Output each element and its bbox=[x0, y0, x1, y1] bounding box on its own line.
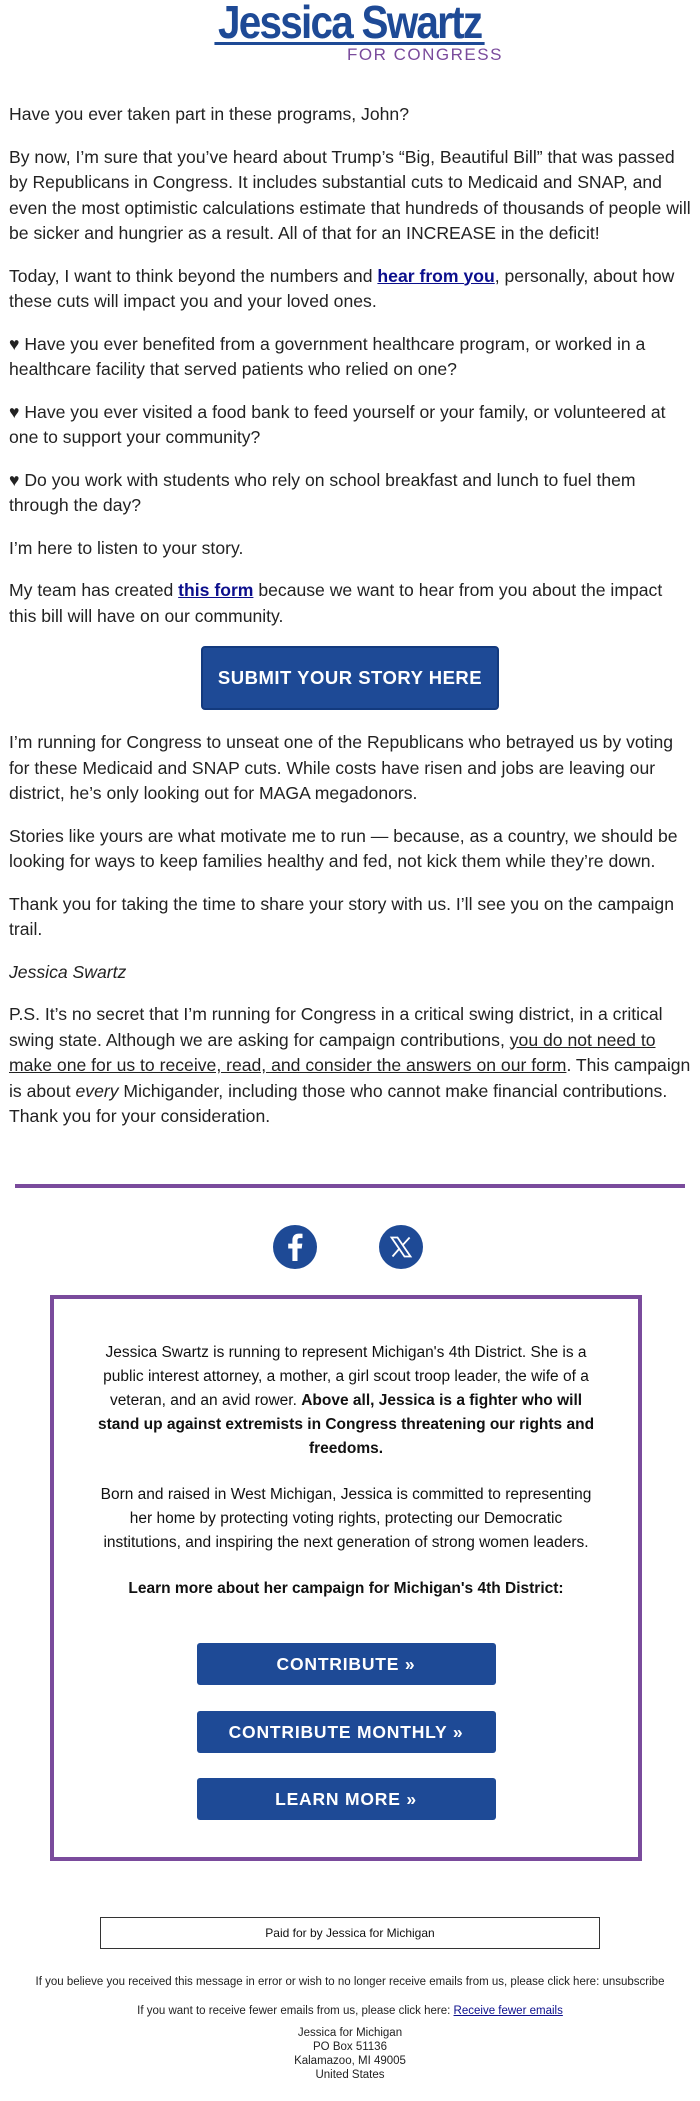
today-text: Today, I want to think beyond the numbers and bbox=[9, 265, 378, 286]
bill-paragraph: By now, I’m sure that you’ve heard about Trump’s “Big, Beautiful Bill” that was passed by Republicans in Congress. It includes substantial cuts to Medicaid and SNAP, and even the most optimistic calculations estimate that hundreds of thousands of people will be sicker and hungrier as a result. All of that for an INCREASE in the deficit! bbox=[9, 146, 691, 243]
divider-line bbox=[15, 1184, 685, 1188]
today-paragraph bbox=[9, 264, 691, 315]
ps-emphasis: every bbox=[75, 1080, 119, 1101]
email-body bbox=[0, 66, 700, 1130]
paid-for-disclaimer: Paid for by Jessica for Michigan bbox=[100, 1917, 600, 1949]
hear-from-you-link[interactable]: hear from you bbox=[377, 265, 495, 286]
fewer-emails-text: If you want to receive fewer emails from us, please click here: bbox=[137, 2005, 454, 2017]
address-city: Kalamazoo, MI 49005 bbox=[294, 2055, 406, 2067]
bio-box bbox=[50, 1295, 642, 1861]
address-po-box: PO Box 51136 bbox=[313, 2041, 387, 2053]
bio-text: Jessica Swartz is running to represent Michigan's 4th District. She is a public interest attorney, a mother, a girl scout troop leader, the wife of a veteran, and an avid rower. bbox=[103, 1344, 589, 1409]
running-paragraph: I’m running for Congress to unseat one of the Republicans who betrayed us by voting for these Medicaid and SNAP cuts. While costs have risen and jobs are leaving our district, he’s only looking out for MAGA megadonors. bbox=[9, 732, 674, 803]
ps-text-3: Michigander, including those who cannot make financial contributions. Thank you for your consideration. bbox=[9, 1080, 668, 1126]
intro-paragraph: Have you ever taken part in these programs, John? bbox=[9, 104, 409, 124]
fewer-emails-link[interactable]: Receive fewer emails bbox=[453, 2005, 563, 2017]
fewer-emails-line bbox=[0, 2005, 700, 2017]
social-links bbox=[0, 1225, 700, 1271]
learn-more-button[interactable]: LEARN MORE » bbox=[197, 1778, 496, 1820]
today-text-after: , personally, about how these cuts will impact you and your loved ones. bbox=[9, 265, 675, 311]
listen-paragraph: I’m here to listen to your story. bbox=[9, 537, 244, 558]
address-name: Jessica for Michigan bbox=[297, 2027, 403, 2039]
bio-learn-more-heading: Learn more about her campaign for Michigan's 4th District: bbox=[128, 1580, 564, 1597]
contribute-monthly-button[interactable]: CONTRIBUTE MONTHLY » bbox=[197, 1711, 496, 1753]
bio-paragraph-2: Born and raised in West Michigan, Jessica is committed to representing her home by protecting voting rights, protecting our Democratic institutions, and inspiring the next generation of strong women leaders. bbox=[100, 1486, 592, 1551]
logo-name: Jessica Swartz bbox=[215, 2, 485, 45]
campaign-logo[interactable] bbox=[0, 0, 700, 66]
address-country: United States bbox=[315, 2069, 385, 2081]
form-text: My team has created bbox=[9, 580, 179, 600]
contribute-button[interactable]: CONTRIBUTE » bbox=[197, 1643, 496, 1685]
facebook-icon[interactable] bbox=[273, 1225, 317, 1269]
ps-paragraph bbox=[9, 1002, 691, 1130]
form-paragraph bbox=[9, 578, 691, 629]
bio-paragraph-1 bbox=[54, 1341, 638, 1461]
cta-wrapper bbox=[9, 646, 691, 710]
submit-story-button[interactable]: SUBMIT YOUR STORY HERE bbox=[201, 646, 499, 710]
mailing-address bbox=[0, 2026, 700, 2082]
question-school-meals: ♥ Do you work with students who rely on school breakfast and lunch to fuel them through the day? bbox=[9, 469, 636, 515]
ps-text: P.S. It’s no secret that I’m running for Congress in a critical swing district, in a critical swing state. Although we are asking for campaign contributions, bbox=[9, 1004, 663, 1050]
unsubscribe-text[interactable]: If you believe you received this message in error or wish to no longer receive emails from us, please click here: unsubscribe bbox=[35, 1976, 665, 1988]
ps-underlined-text: you do not need to make one for us to receive, read, and consider the answers on our form bbox=[9, 1029, 656, 1075]
thanks-paragraph: Thank you for taking the time to share your story with us. I’ll see you on the campaign trail. bbox=[9, 893, 674, 939]
question-food-bank: ♥ Have you ever visited a food bank to feed yourself or your family, or volunteered at one to support your community? bbox=[9, 401, 666, 447]
signature: Jessica Swartz bbox=[9, 961, 127, 982]
ps-text-2: . This campaign is about bbox=[9, 1055, 691, 1101]
form-text-after: because we want to hear from you about the impact this bill will have on our community. bbox=[9, 580, 663, 626]
bio-bold-text: Above all, Jessica is a fighter who will stand up against extremists in Congress threatening our rights and freedoms. bbox=[97, 1392, 595, 1457]
x-icon[interactable] bbox=[379, 1225, 423, 1269]
this-form-link[interactable]: this form bbox=[178, 580, 254, 600]
question-healthcare: ♥ Have you ever benefited from a government healthcare program, or worked in a healthcare facility that served patients who relied on one? bbox=[9, 333, 646, 379]
logo-subtitle: FOR CONGRESS bbox=[347, 45, 503, 64]
stories-paragraph: Stories like yours are what motivate me to run — because, as a country, we should be looking for ways to keep families healthy and fed, not kick them while they’re down. bbox=[9, 825, 678, 871]
